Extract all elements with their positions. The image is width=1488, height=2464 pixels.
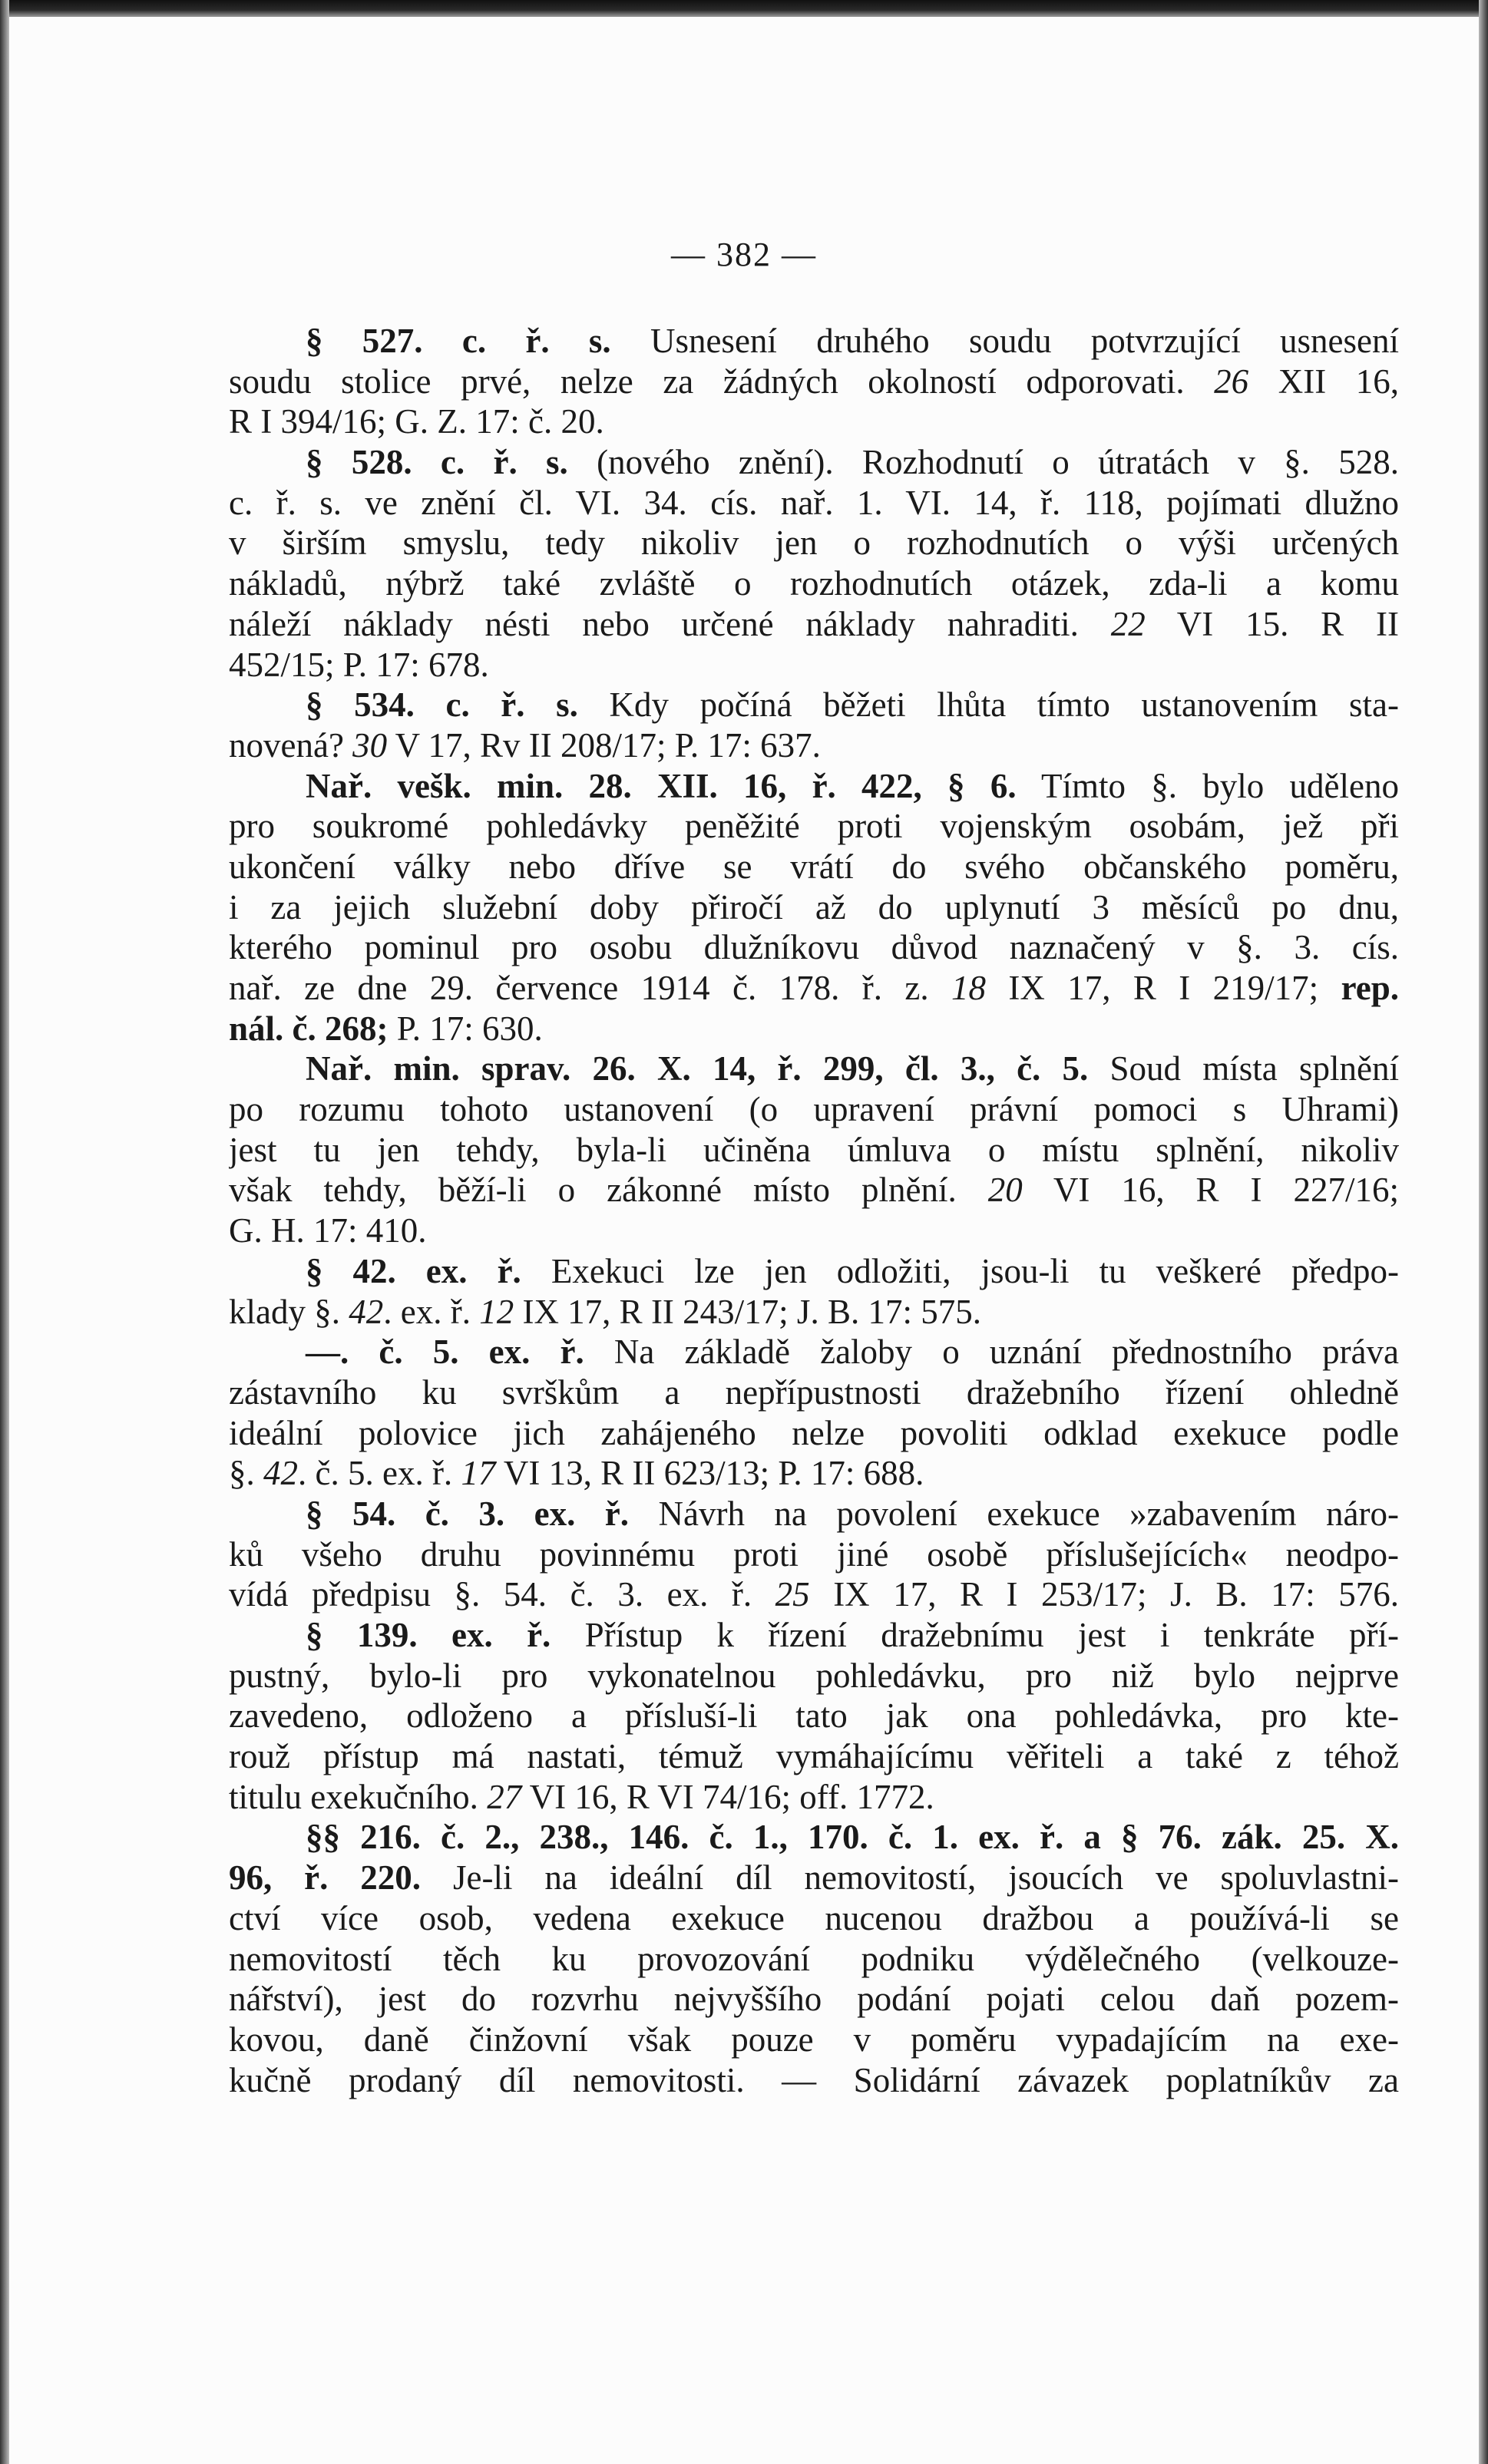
- scan-edge-top: [0, 0, 1488, 17]
- text-line: pustný, bylo-li pro vykonatelnou pohledávku, pro niž bylo nejprve: [229, 1656, 1399, 1695]
- text-line: —. č. 5. ex. ř. Na základě žaloby o uznání přednostního práva: [306, 1333, 1399, 1372]
- text-line: nákladů, nýbrž také zvláště o rozhodnutích otázek, zda-li a komu: [229, 564, 1399, 603]
- text-line: novená? 30 V 17, Rv II 208/17; P. 17: 637.: [229, 725, 821, 765]
- text-line: titulu exekučního. 27 VI 16, R VI 74/16; off. 1772.: [229, 1777, 934, 1816]
- text-line: § 42. ex. ř. Exekuci lze jen odložiti, jsou-li tu veškeré předpo-: [306, 1251, 1399, 1290]
- text-line: kovou, daně činžovní však pouze v poměru vypadajícím na exe-: [229, 2020, 1399, 2059]
- scan-edge-left: [0, 0, 9, 2464]
- text-line: nářství), jest do rozvrhu nejvyššího podání pojati celou daň pozem-: [229, 1980, 1399, 2019]
- text-line: klady §. 42. ex. ř. 12 IX 17, R II 243/17; J. B. 17: 575.: [229, 1292, 981, 1331]
- scan-edge-right: [1479, 0, 1488, 2464]
- text-line: náleží náklady nésti nebo určené náklady nahraditi. 22 VI 15. R II: [229, 604, 1399, 643]
- text-line: po rozumu tohoto ustanovení (o upravení právní pomoci s Uhrami): [229, 1090, 1399, 1129]
- text-line: Nař. vešk. min. 28. XII. 16, ř. 422, § 6. Tímto §. bylo uděleno: [306, 766, 1399, 805]
- text-line: však tehdy, běží-li o zákonné místo plnění. 20 VI 16, R I 227/16;: [229, 1171, 1399, 1210]
- text-line: c. ř. s. ve znění čl. VI. 34. cís. nař. 1. VI. 14, ř. 118, pojímati dlužno: [229, 483, 1399, 522]
- text-line: kučně prodaný díl nemovitosti. — Solidární závazek poplatníkův za: [229, 2060, 1399, 2099]
- text-line: ukončení války nebo dříve se vrátí do svého občanského poměru,: [229, 847, 1399, 886]
- text-line: 452/15; P. 17: 678.: [229, 645, 489, 684]
- text-line: i za jejich služební doby přiročí až do uplynutí 3 měsíců po dnu,: [229, 887, 1399, 926]
- text-line: nař. ze dne 29. července 1914 č. 178. ř. z. 18 IX 17, R I 219/17; rep.: [229, 969, 1399, 1007]
- text-line: soudu stolice prvé, nelze za žádných okolností odporovati. 26 XII 16,: [229, 362, 1399, 401]
- text-line: § 54. č. 3. ex. ř. Návrh na povolení exekuce »zabavením náro-: [306, 1494, 1399, 1533]
- text-line: Nař. min. sprav. 26. X. 14, ř. 299, čl. 3., č. 5. Soud místa splnění: [306, 1049, 1399, 1088]
- text-line: § 139. ex. ř. Přístup k řízení dražebnímu jest i tenkráte pří-: [306, 1616, 1399, 1654]
- text-line: vídá předpisu §. 54. č. 3. ex. ř. 25 IX 17, R I 253/17; J. B. 17: 576.: [229, 1575, 1399, 1614]
- page-number: — 382 —: [671, 236, 817, 273]
- text-line: §§ 216. č. 2., 238., 146. č. 1., 170. č. 1. ex. ř. a § 76. zák. 25. X.: [306, 1818, 1399, 1857]
- text-line: pro soukromé pohledávky peněžité proti vojenským osobám, jež při: [229, 807, 1399, 846]
- text-line: jest tu jen tehdy, byla-li učiněna úmluva o místu splnění, nikoliv: [229, 1130, 1399, 1169]
- text-line: zástavního ku svrškům a nepřípustnosti dražebního řízení ohledně: [229, 1372, 1399, 1412]
- text-line: § 527. c. ř. s. Usnesení druhého soudu potvrzující usnesení: [306, 322, 1399, 360]
- text-line: rouž přístup má nastati, témuž vymáhajícímu věřiteli a také z téhož: [229, 1737, 1399, 1776]
- text-line: ideální polovice jich zahájeného nelze povoliti odklad exekuce podle: [229, 1413, 1399, 1452]
- text-line: § 534. c. ř. s. Kdy počíná běžeti lhůta tímto ustanovením sta-: [306, 685, 1399, 725]
- text-line: §. 42. č. 5. ex. ř. 17 VI 13, R II 623/13; P. 17: 688.: [229, 1454, 924, 1493]
- text-line: nemovitostí těch ku provozování podniku výdělečného (velkouze-: [229, 1939, 1399, 1978]
- text-line: nál. č. 268; P. 17: 630.: [229, 1009, 543, 1048]
- text-line: R I 394/16; G. Z. 17: č. 20.: [229, 402, 604, 441]
- text-line: § 528. c. ř. s. (nového znění). Rozhodnutí o útratách v §. 528.: [306, 443, 1399, 482]
- text-line: ků všeho druhu povinnému proti jiné osobě příslušejících« neodpo-: [229, 1534, 1399, 1574]
- text-line: 96, ř. 220. Je-li na ideální díl nemovitostí, jsoucích ve spoluvlastni-: [229, 1858, 1399, 1898]
- text-line: kterého pominul pro osobu dlužníkovu důvod naznačený v §. 3. cís.: [229, 928, 1399, 967]
- body-text: [229, 321, 1399, 2100]
- text-line: ctví více osob, vedena exekuce nucenou dražbou a používá-li se: [229, 1898, 1399, 1937]
- text-line: v širším smyslu, tedy nikoliv jen o rozhodnutích o výši určených: [229, 524, 1399, 563]
- text-line: zavedeno, odloženo a přísluší-li tato jak ona pohledávka, pro kte-: [229, 1696, 1399, 1736]
- text-line: G. H. 17: 410.: [229, 1211, 427, 1250]
